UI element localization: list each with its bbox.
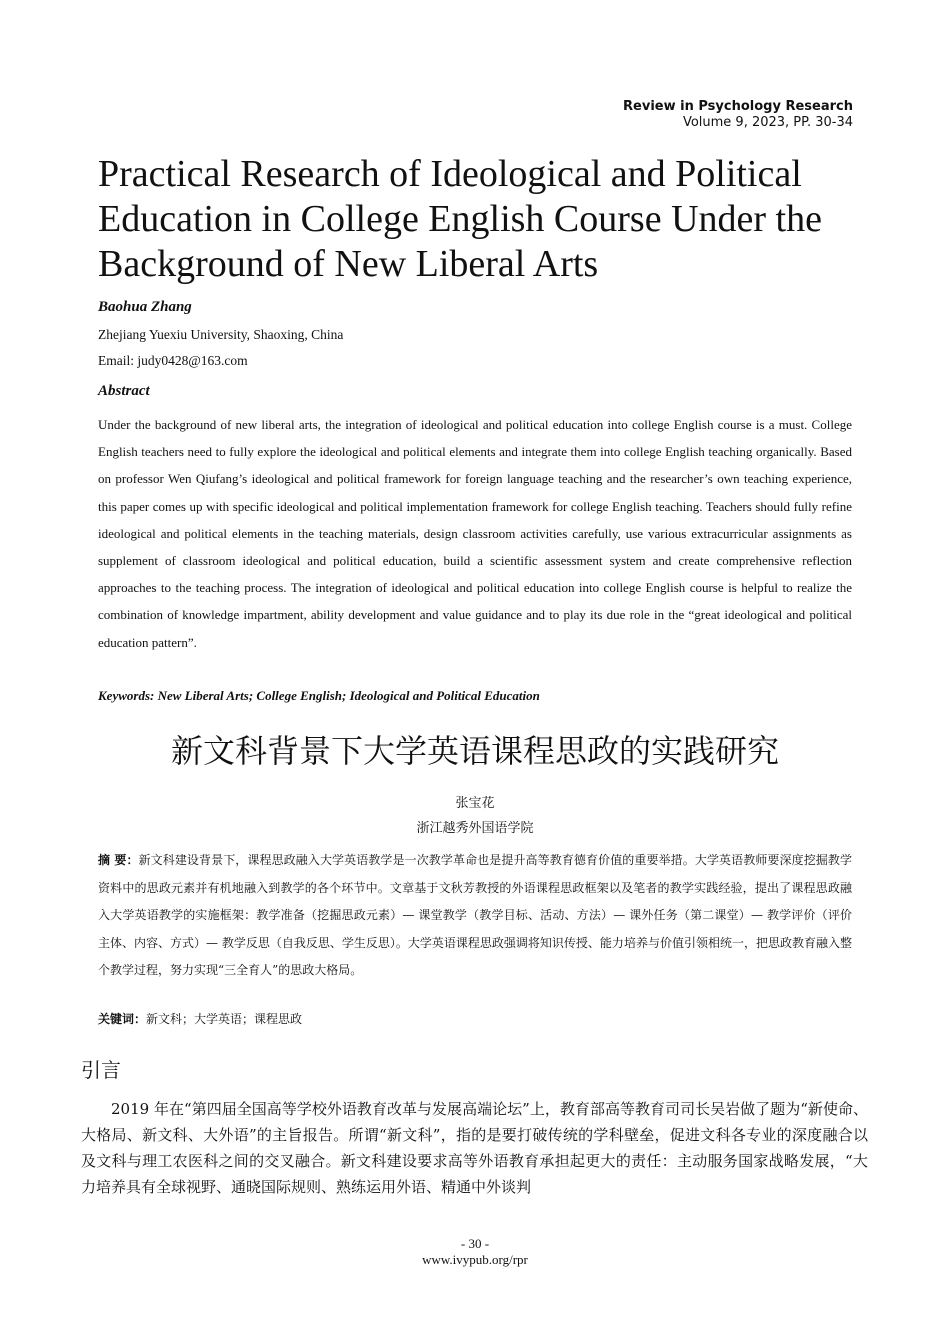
chinese-abstract-label: 摘 要： [98, 853, 139, 867]
journal-url[interactable]: www.ivypub.org/rpr [422, 1252, 528, 1267]
chinese-keywords-label: 关键词： [98, 1012, 147, 1026]
chinese-title: 新文科背景下大学英语课程思政的实践研究 [170, 732, 779, 770]
page-number: - 30 - [460, 1236, 490, 1251]
chinese-abstract [98, 847, 852, 985]
author-name: Baohua Zhang [98, 299, 192, 315]
paper-title: Practical Research of Ideological and Political Education in College English Course Under the Background of New Liberal Arts [98, 153, 822, 285]
section-paragraph: 2019 年在“第四届全国高等学校外语教育改革与发展高端论坛”上，教育部高等教育司司长吴岩做了题为“新使命、大格局、新文科、大外语”的主旨报告。所谓“新文科”，指的是要打破传统的学科壁垒，促进文科各专业的深度融合以及文科与理工农医科之间的交叉融合。新文科建设要求高等外语教育承担起更大的责任：主动服务国家战略发展，“大力培养具有全球视野、通晓国际规则、熟练运用外语、精通中外谈判 [81, 1100, 868, 1196]
chinese-keywords [98, 1010, 302, 1027]
chinese-affiliation: 浙江越秀外国语学院 [416, 821, 534, 836]
author-email: Email: judy0428@163.com [98, 353, 248, 368]
chinese-keywords-text: 新文科；大学英语；课程思政 [146, 1012, 303, 1026]
chinese-author: 张宝花 [455, 796, 495, 811]
journal-volume: Volume 9, 2023, PP. 30-34 [682, 115, 853, 130]
page-footer [0, 1236, 950, 1268]
section-heading: 引言 [81, 1058, 121, 1082]
abstract-text: Under the background of new liberal arts, the integration of ideological and political education into college English course is a must. College English teachers need to fully explore the ideological and political elements and integrate them into college English teaching organically. Based on professor Wen Qiufang’s ideological and political framework for foreign language teaching and the researcher’s own teaching experience, this paper comes up with specific ideological and political implementation framework for college English teaching. Teachers should fully refine ideological and political elements in the teaching materials, design classroom activities carefully, use various extracurricular assignments as supplement of classroom ideological and political education, build a scientific assessment system and create comprehensive reflection approaches to the teaching process. The integration of ideological and political education into college English course is helpful to realize the combination of knowledge impartment, ability development and value guidance and to play its due role in the “great ideological and political education pattern”. [98, 417, 852, 650]
abstract-heading: Abstract [98, 383, 150, 399]
keywords: Keywords: New Liberal Arts; College English; Ideological and Political Education [98, 688, 540, 703]
journal-name: Review in Psychology Research [623, 99, 853, 114]
journal-header [623, 99, 853, 131]
chinese-abstract-text: 新文科建设背景下，课程思政融入大学英语教学是一次教学革命也是提升高等教育德育价值的重要举措。大学英语教师要深度挖掘教学资料中的思政元素并有机地融入到教学的各个环节中。文章基于文秋芳教授的外语课程思政框架以及笔者的教学实践经验，提出了课程思政融入大学英语教学的实施框架：教学准备（挖掘思政元素）— 课堂教学（教学目标、活动、方法）— 课外任务（第二课堂）— 教学评价（评价主体、内容、方式）— 教学反思（自我反思、学生反思）。大学英语课程思政强调将知识传授、能力培养与价值引领相统一，把思政教育融入整个教学过程，努力实现“三全育人”的思政大格局。 [98, 853, 852, 977]
author-affiliation: Zhejiang Yuexiu University, Shaoxing, China [98, 327, 344, 342]
